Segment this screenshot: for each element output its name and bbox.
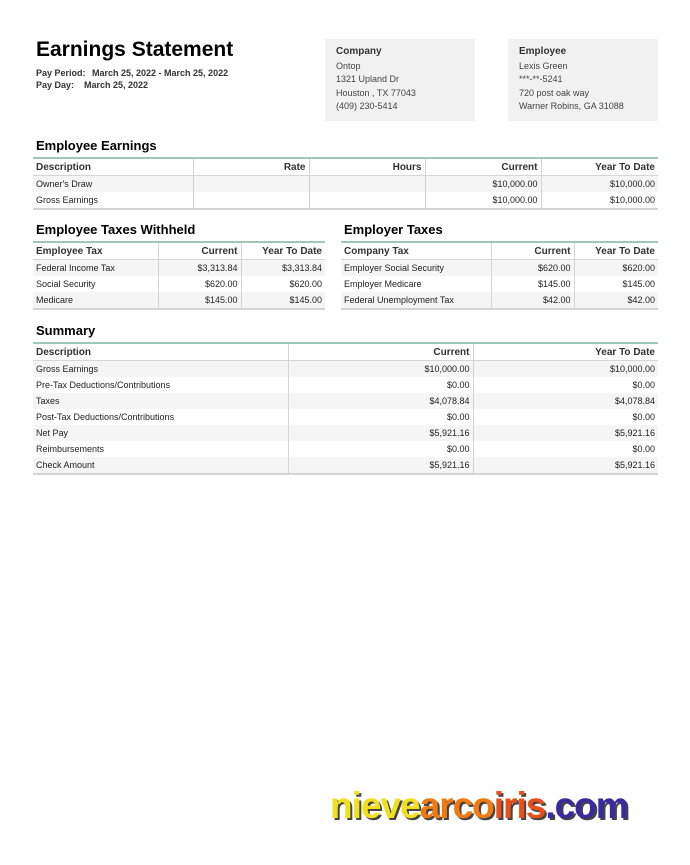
cell-description: Gross Earnings <box>33 192 193 209</box>
table-row <box>341 276 658 292</box>
col-current: Current <box>491 242 574 260</box>
table-row <box>33 276 325 292</box>
company-address-line1: 1321 Upland Dr <box>336 74 400 84</box>
logo-part-3: iris <box>493 785 546 826</box>
col-current: Current <box>158 242 241 260</box>
cell-tax: Social Security <box>36 279 96 289</box>
cell-current: $3,313.84 <box>158 260 241 277</box>
cell-ytd: $620.00 <box>241 276 325 292</box>
cell-rate <box>193 192 309 209</box>
employee-heading: Employee <box>519 46 567 57</box>
employee-name: Lexis Green <box>519 60 568 71</box>
cell-hours <box>309 192 425 209</box>
cell-ytd: $620.00 <box>574 260 658 277</box>
cell-current: $5,921.16 <box>288 425 473 441</box>
cell-description: Reimbursements <box>36 444 105 454</box>
summary-heading: Summary <box>36 323 96 338</box>
page-title: Earnings Statement <box>36 38 234 61</box>
table-row <box>33 260 325 277</box>
pay-info <box>36 67 228 91</box>
table-row <box>33 457 658 474</box>
cell-ytd: $3,313.84 <box>241 260 325 277</box>
cell-current: $620.00 <box>491 260 574 277</box>
company-name: Ontop <box>336 60 361 71</box>
cell-tax: Federal Unemployment Tax <box>341 292 491 309</box>
cell-description: Pre-Tax Deductions/Contributions <box>36 380 171 390</box>
pay-period-value: March 25, 2022 - March 25, 2022 <box>92 68 229 78</box>
cell-description: Gross Earnings <box>33 361 288 378</box>
cell-ytd: $0.00 <box>473 409 658 425</box>
table-row <box>33 176 658 193</box>
col-ytd: Year To Date <box>541 158 658 176</box>
cell-ytd: $145.00 <box>241 292 325 309</box>
cell-ytd: $10,000.00 <box>541 176 658 193</box>
cell-current: $42.00 <box>491 292 574 309</box>
col-rate: Rate <box>193 158 309 176</box>
col-ytd: Year To Date <box>241 242 325 260</box>
table-row <box>341 292 658 309</box>
cell-current: $145.00 <box>491 276 574 292</box>
table-row <box>33 377 658 393</box>
cell-current: $620.00 <box>158 276 241 292</box>
cell-current: $0.00 <box>288 441 473 457</box>
cell-tax: Medicare <box>33 292 158 309</box>
employer-taxes-table <box>341 241 658 310</box>
col-employee-tax: Employee Tax <box>33 242 158 260</box>
table-row <box>341 260 658 277</box>
employee-taxes-table <box>33 241 325 310</box>
cell-ytd: $42.00 <box>574 292 658 309</box>
col-current: Current <box>425 158 541 176</box>
col-description: Description <box>33 343 288 361</box>
logo-part-4: .com <box>545 785 628 826</box>
cell-current: $10,000.00 <box>288 361 473 378</box>
col-ytd: Year To Date <box>473 343 658 361</box>
employee-taxes-heading: Employee Taxes Withheld <box>36 222 196 237</box>
company-phone: (409) 230-5414 <box>336 101 398 111</box>
table-row <box>33 361 658 378</box>
col-current: Current <box>288 343 473 361</box>
cell-description: Net Pay <box>33 425 288 441</box>
watermark-logo <box>330 785 628 827</box>
cell-tax: Employer Medicare <box>344 279 422 289</box>
company-info-box <box>325 39 475 121</box>
earnings-table <box>33 157 658 210</box>
col-company-tax: Company Tax <box>341 242 491 260</box>
table-row <box>33 409 658 425</box>
logo-part-1: nieve <box>330 785 420 826</box>
company-address-line2: Houston , TX 77043 <box>336 87 416 98</box>
cell-current: $0.00 <box>288 377 473 393</box>
table-row <box>33 192 658 209</box>
cell-current: $10,000.00 <box>425 192 541 209</box>
cell-current: $10,000.00 <box>425 176 541 193</box>
col-description: Description <box>33 158 193 176</box>
col-ytd: Year To Date <box>574 242 658 260</box>
summary-table <box>33 342 658 475</box>
cell-ytd: $0.00 <box>473 441 658 457</box>
cell-description: Post-Tax Deductions/Contributions <box>36 412 175 422</box>
cell-ytd: $0.00 <box>473 377 658 393</box>
cell-description: Taxes <box>33 393 288 409</box>
pay-day-value: March 25, 2022 <box>84 80 149 90</box>
cell-ytd: $4,078.84 <box>473 393 658 409</box>
cell-rate <box>193 176 309 193</box>
cell-description: Owner's Draw <box>33 176 193 193</box>
cell-description: Check Amount <box>33 457 288 474</box>
col-hours: Hours <box>309 158 425 176</box>
cell-current: $0.00 <box>288 409 473 425</box>
employer-taxes-heading: Employer Taxes <box>344 222 443 237</box>
logo-part-2: arco <box>419 785 494 826</box>
employee-ssn: ***-**-5241 <box>519 74 563 84</box>
cell-ytd: $5,921.16 <box>473 457 658 474</box>
cell-current: $4,078.84 <box>288 393 473 409</box>
cell-tax: Federal Income Tax <box>33 260 158 277</box>
pay-period-label: Pay Period: <box>36 68 86 78</box>
cell-hours <box>309 176 425 193</box>
cell-ytd: $10,000.00 <box>473 361 658 378</box>
employee-address-line2: Warner Robins, GA 31088 <box>519 101 624 111</box>
pay-day-label: Pay Day: <box>36 80 75 90</box>
earnings-heading: Employee Earnings <box>36 138 157 153</box>
cell-ytd: $10,000.00 <box>541 192 658 209</box>
table-row <box>33 393 658 409</box>
company-heading: Company <box>336 46 382 57</box>
employee-info-box <box>508 39 658 121</box>
cell-ytd: $5,921.16 <box>473 425 658 441</box>
table-row <box>33 292 325 309</box>
cell-tax: Employer Social Security <box>341 260 491 277</box>
table-row <box>33 425 658 441</box>
cell-current: $5,921.16 <box>288 457 473 474</box>
employee-address-line1: 720 post oak way <box>519 87 590 98</box>
table-row <box>33 441 658 457</box>
cell-current: $145.00 <box>158 292 241 309</box>
cell-ytd: $145.00 <box>574 276 658 292</box>
